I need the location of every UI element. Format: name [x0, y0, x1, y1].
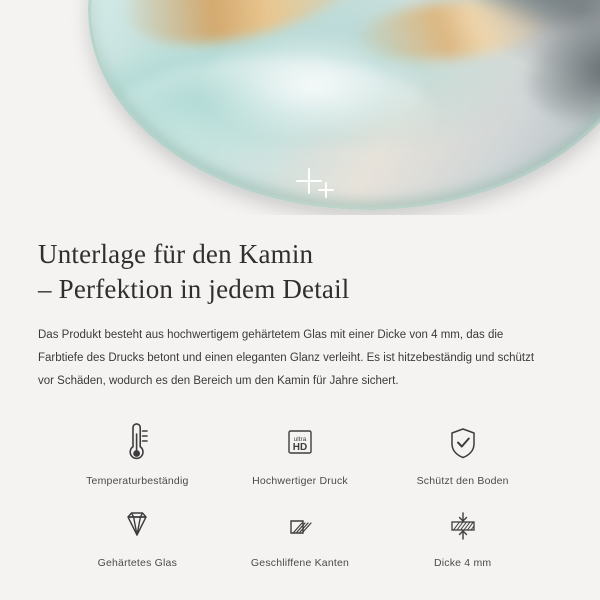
headline-line-1: Unterlage für den Kamin: [38, 239, 314, 269]
thickness-icon: [441, 501, 485, 547]
feature-label: Geschliffene Kanten: [250, 557, 350, 570]
thermometer-icon: [115, 419, 159, 465]
feature-item-thickness: [381, 501, 544, 569]
page-title: [38, 237, 562, 306]
feature-item-polished-edges: [219, 501, 382, 569]
feature-grid: [38, 419, 562, 569]
hero-image: [0, 0, 600, 215]
feature-item-print: [219, 419, 382, 487]
svg-text:HD: HD: [292, 442, 308, 454]
feature-item-floor-protection: [381, 419, 544, 487]
svg-text:ultra: ultra: [293, 436, 307, 444]
shield-check-icon: [441, 419, 485, 465]
description-paragraph: Das Produkt besteht aus hochwertigem gehärtetem Glas mit einer Dicke von 4 mm, das die Farbtiefe des Drucks betont und einen eleganten Glanz verleiht. Es ist hitzebeständig und schützt vor Schäden, wodurch es den Bereich um den Kamin für Jahre sichert.: [38, 329, 535, 388]
feature-label: Dicke 4 mm: [433, 557, 492, 570]
feature-item-tempered-glass: [56, 501, 219, 569]
feature-label: Hochwertiger Druck: [252, 475, 348, 488]
feature-label: Temperaturbeständig: [86, 475, 189, 488]
feature-label: Gehärtetes Glas: [97, 557, 178, 570]
diamond-icon: [115, 501, 159, 547]
glass-plate-product-image: [88, 0, 600, 210]
content-block: [0, 237, 600, 569]
feature-item-temperature: [56, 419, 219, 487]
polished-edges-icon: [278, 501, 322, 547]
feature-label: Schützt den Boden: [416, 475, 509, 488]
ultra-hd-icon: [278, 419, 322, 465]
headline-line-2: – Perfektion in jedem Detail: [38, 273, 350, 304]
